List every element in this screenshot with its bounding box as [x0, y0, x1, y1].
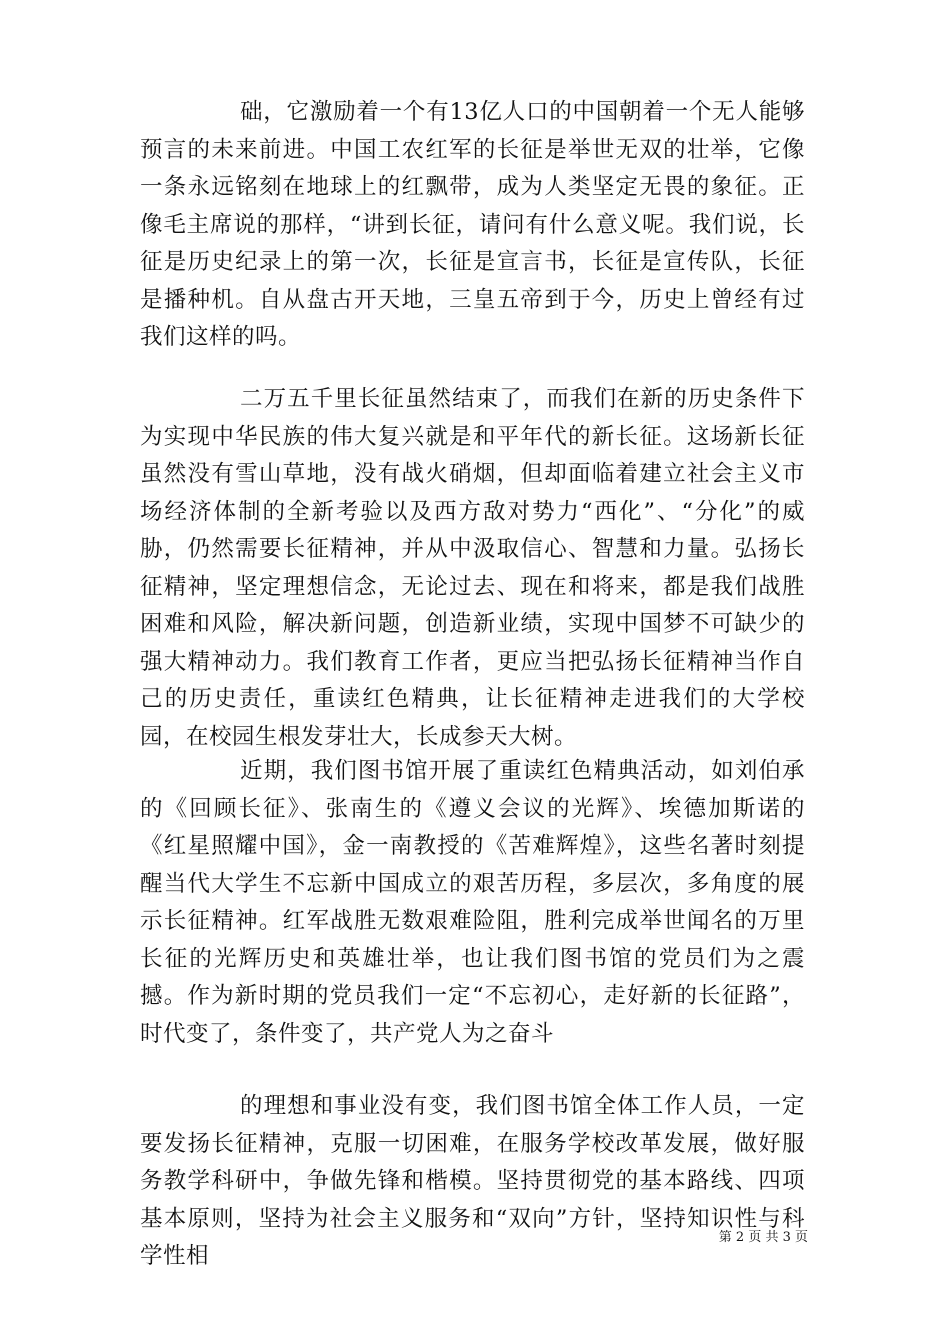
paragraph-2: 二万五千里长征虽然结束了，而我们在新的历史条件下为实现中华民族的伟大复兴就是和平年代的新长征。这场新长征虽然没有雪山草地，没有战火硝烟，但却面临着建立社会主义市场经济体制的全新考验以及西方敌对势力“西化”、“分化”的威胁，仍然需要长征精神，并从中汲取信心、智慧和力量。弘扬长征精神，坚定理想信念，无论过去、现在和将来，都是我们战胜困难和风险，解决新问题，创造新业绩，实现中国梦不可缺少的强大精神动力。我们教育工作者，更应当把弘扬长征精神当作自己的历史责任，重读红色精典，让长征精神走进我们的大学校园，在校园生根发芽壮大，长成参天大树。	[140, 386, 805, 750]
page-number-footer: 第 2 页 共 3 页	[718, 1230, 808, 1245]
paragraph-4: 的理想和事业没有变，我们图书馆全体工作人员，一定要发扬长征精神，克服一切困难，在服务学校改革发展，做好服务教学科研中，争做先锋和楷模。坚持贯彻党的基本路线、四项基本原则，坚持为社会主义服务和“双向”方针，坚持知识性与科学性相	[140, 1093, 805, 1269]
paragraph-3: 近期，我们图书馆开展了重读红色精典活动，如刘伯承的《回顾长征》、张南生的《遵义会议的光辉》、埃德加斯诺的《红星照耀中国》，金一南教授的《苦难辉煌》，这些名著时刻提醒当代大学生不忘新中国成立的艰苦历程，多层次，多角度的展示长征精神。红军战胜无数艰难险阻，胜利完成举世闻名的万里长征的光辉历史和英雄壮举，也让我们图书馆的党员们为之震撼。作为新时期的党员我们一定“不忘初心，走好新的长征路”，时代变了，条件变了，共产党人为之奋斗	[140, 758, 805, 1047]
paragraph-1: 础，它激励着一个有13亿人口的中国朝着一个无人能够预言的未来前进。中国工农红军的长征是举世无双的壮举，它像一条永远铭刻在地球上的红飘带，成为人类坚定无畏的象征。正像毛主席说的那样，“讲到长征，请问有什么意义呢。我们说，长征是历史纪录上的第一次，长征是宣言书，长征是宣传队，长征是播种机。自从盘古开天地，三皇五帝到于今，历史上曾经有过我们这样的吗。	[140, 99, 805, 350]
